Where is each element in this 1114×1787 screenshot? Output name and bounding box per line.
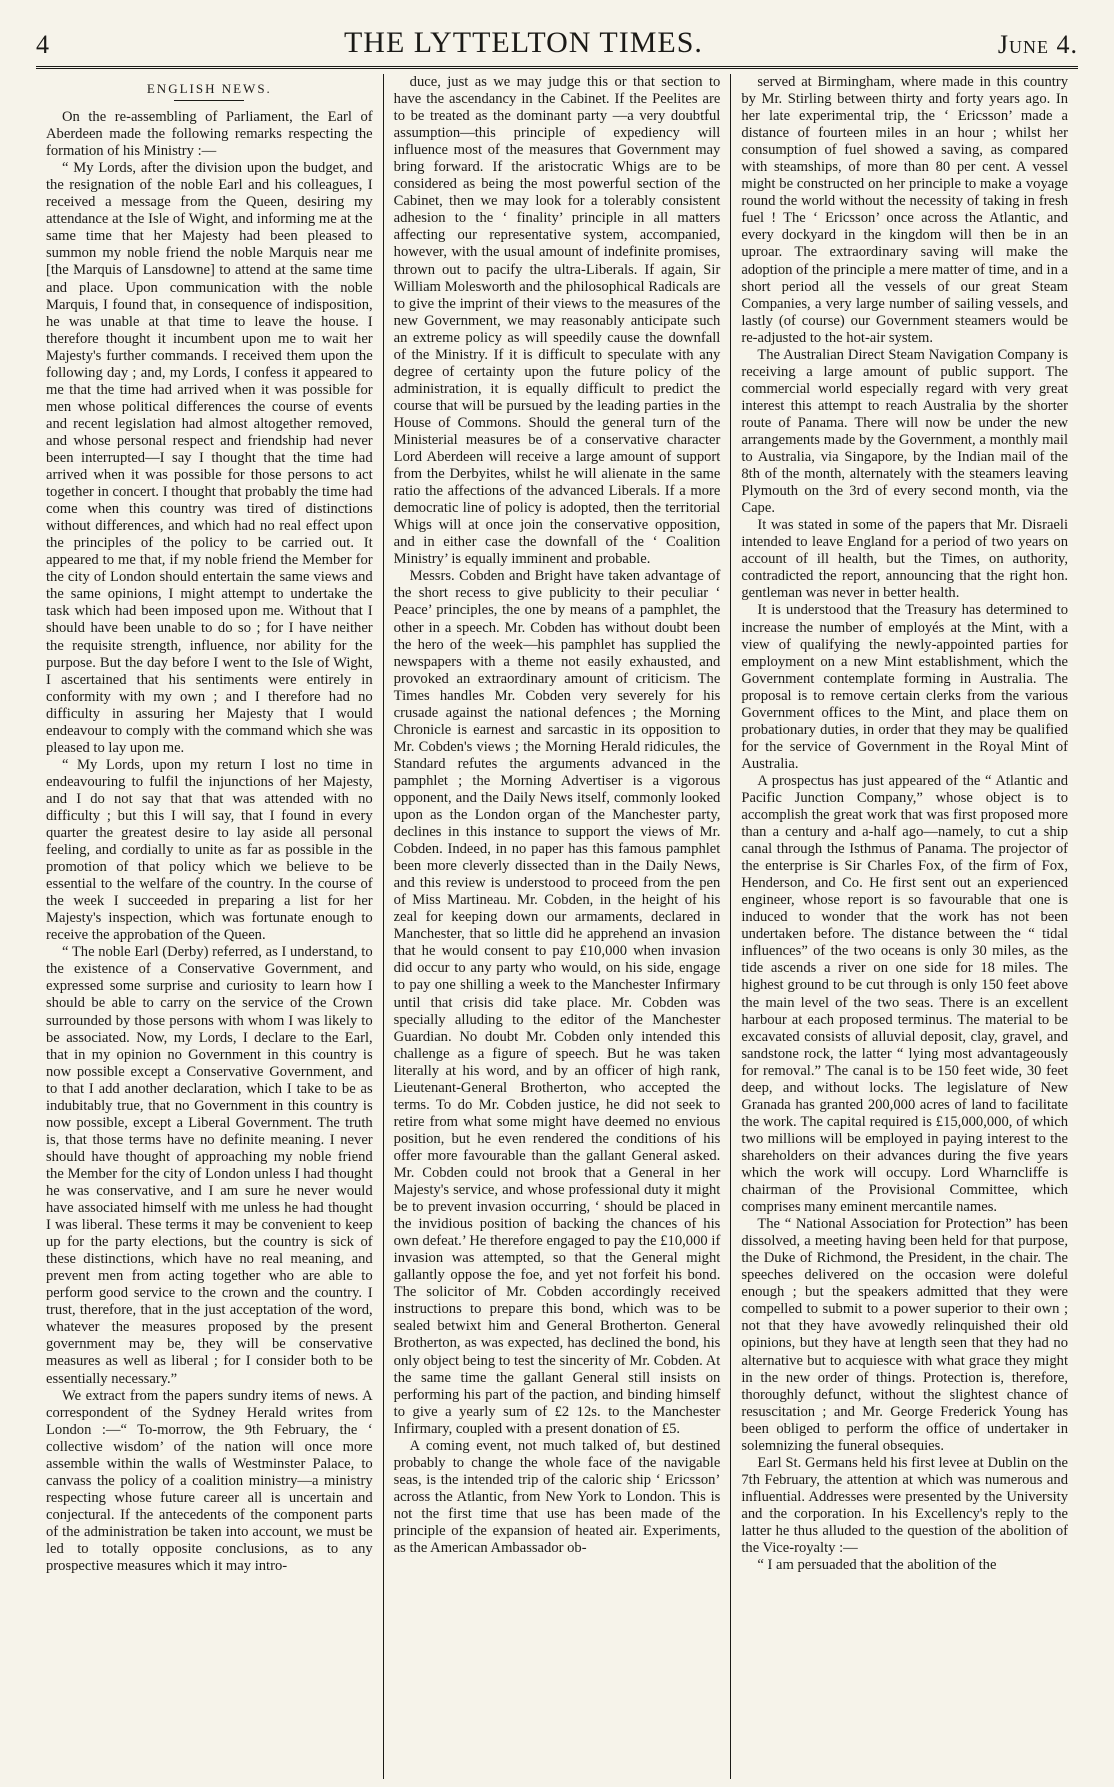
article-paragraph: It is understood that the Treasury has determined to increase the number of employés at the Mint, with a view of qualifying the newly-appointed parties for employment on a new Mint establishment, which the Government contemplate forming in Australia. The proposal is to remove certain clerks from the various Government offices to the Mint, and place them on probationary duties, in order that they may be qualified for the service of Government in the Royal Mint of Australia. [741,602,1069,772]
article-paragraph: “ I am persuaded that the abolition of the [757,1557,997,1574]
article-paragraph: duce, just as we may judge this or that section to have the ascendancy in the Cabinet. If the Peelites are to be treated as the dominant party —a very doubtful assumption—this principle of expediency will influence most of the measures that Government may bring forward. If the aristocratic Whigs are to be considered as being the most powerful section of the Cabinet, then we may look for a tolerably consistent adhesion to the ‘ finality’ principle in all matters affecting our representative system, accompanied, however, with the usual amount of indefinite promises, thrown out to pacify the ultra-Liberals. If again, Sir William Molesworth and the philosophical Radicals are to give the imprint of their views to the measures of the new Government, we may reasonably anticipate such an extreme policy as will speedily cause the downfall of the Ministry. If it is difficult to speculate with any degree of certainty upon the future policy of the administration, it is equally difficult to predict the course that will be pursued by the leading parties in the House of Commons. Should the general turn of the Ministerial measures be of a conservative character Lord Aberdeen will receive a large amount of support from the Derbyites, whilst he will alienate in the same ratio the affections of the advanced Liberals. If a more democratic line of policy is adopted, then the territorial Whigs will at once join the conservative opposition, and in either case the downfall of the ‘ Coalition Ministry’ is equally imminent and probable. [393,74,721,568]
article-paragraph: The “ National Association for Protection” has been dissolved, a meeting having been held for that purpose, the Duke of Richmond, the President, in the chair. The speeches delivered on the occasion were doleful enough ; but the speakers admitted that they were compelled to submit to a power superior to their own ; not that they have avowedly relinquished their old opinions, but they have at length seen that they had no alternative but to acquiesce with what grace they might in the new order of things. Protection is, therefore, thoroughly defunct, without the slightest chance of resuscitation ; and Mr. George Frederick Young has been obliged to perform the office of undertaker in solemnizing the funeral obsequies. [741,1216,1069,1454]
column-1 [36,74,383,1779]
article-paragraph: “ My Lords, after the division upon the budget, and the resignation of the noble Earl and his colleagues, I received a message from the Queen, desiring my attendance at the Isle of Wight, and informing me at the same time that her Majesty had been pleased to summon my noble friend the noble Marquis near me [the Marquis of Lansdowne] to attend at the same time and place. Upon communication with the noble Marquis, I found that, in consequence of indisposition, he was unable at that time to leave the house. I therefore thought it incumbent upon me to wait her Majesty's further commands. I received them upon the following day ; and, my Lords, I confess it appeared to me that the time had arrived when it was possible for men whose political differences the course of events and recent legislation had almost altogether removed, and whose personal respect and friendship had never been interrupted—I say I thought that the time had arrived when it was possible for those persons to act together in concert. I thought that probably the time had come when this country was tired of distinctions without differences, and which had no real effect upon the principles of the policy to be carried out. It appeared to me that, if my noble friend the Member for the city of London should entertain the same views and the same opinions, I might attempt to undertake the task which had been imposed upon me. Without that I should have been unable to do so ; for I have neither the requisite strength, influence, nor ability for the purpose. But the day before I went to the Isle of Wight, I ascertained that his sentiments were entirely in conformity with my own ; and I therefore had no difficulty in assuring her Majesty that I would endeavour to comply with the command which she was pleased to lay upon me. [46,160,373,756]
article-paragraph: The Australian Direct Steam Navigation Company is receiving a large amount of public support. The commercial world especially regard with very great interest this attempt to reach Australia by the shorter route of Panama. There will now be under the new arrangements made by the Government, a monthly mail to Australia, via Singapore, by the Indian mail of the 8th of the month, alternately with the steamers leaving Plymouth on the 3rd of every second month, via the Cape. [741,346,1069,517]
article-paragraph: A coming event, not much talked of, but destined probably to change the whole face of the navigable seas, is the intended trip of the caloric ship ‘ Ericsson’ across the Atlantic, from New York to London. This is not the first time that use has been made of the principle of the expansion of heated air. Experiments, as the American Ambassador ob- [393,1437,721,1557]
column-3 [730,74,1078,1779]
heading-rule [174,100,244,101]
masthead-rule [36,66,1078,69]
masthead [36,14,1078,58]
article-paragraph: “ The noble Earl (Derby) referred, as I understand, to the existence of a Conservative Government, and expressed some surprise and curiosity to learn how I should be able to carry on the service of the Crown surrounded by those persons with whom I was likely to be associated. Now, my Lords, I declare to the Earl, that in my opinion no Government in this country is now possible except a Conservative Government, and to that I add another declaration, which I take to be as indubitably true, that no Government in this country is now possible, except a Liberal Government. The truth is, that those terms have no definite meaning. I never should have thought of approaching my noble friend the Member for the city of London unless I had thought he was conservative, and I am sure he never would have associated himself with me unless he had thought I was liberal. These terms it may be convenient to keep up for the party elections, but the country is sick of these distinctions, which have no real meaning, and prevent men from acting together who are able to perform good service to the crown and the country. I trust, therefore, that in the just acceptation of the word, whatever the measures proposed by the present government may be, they will be conservative measures as well as liberal ; for I consider both to be essentially necessary.” [46,944,373,1387]
article-paragraph: It was stated in some of the papers that Mr. Disraeli intended to leave England for a period of two years on account of ill health, but the Times, on authority, contradicted the report, announcing that the right hon. gentleman was never in better health. [741,517,1069,602]
article-paragraph: served at Birmingham, where made in this country by Mr. Stirling between thirty and forty years ago. In her late experimental trip, the ‘ Ericsson’ made a distance of fourteen miles in an hour ; whilst her consumption of fuel showed a saving, as compared with steamships, of more than 80 per cent. A vessel might be constructed on her principle to make a voyage round the world without the necessity of taking in fresh fuel ! The ‘ Ericsson’ once across the Atlantic, and every dockyard in the kingdom will then be in an uproar. The extraordinary saving will make the adoption of the principle a mere matter of time, and in a short period all the vessels of our great Steam Companies, a very large number of sailing vessels, and lastly (of course) our Government steamers would be re-adjusted to the hot-air system. [741,74,1069,346]
article-paragraph: On the re-assembling of Parliament, the Earl of Aberdeen made the following remarks respecting the formation of his Ministry :— [46,109,373,160]
article-paragraph: Earl St. Germans held his first levee at Dublin on the 7th February, the attention at which was numerous and influential. Addresses were presented by the University and the corporation. In his Excellency's reply to the latter he thus alluded to the question of the abolition of the Vice-royalty :— [741,1454,1069,1557]
article-paragraph: “ My Lords, upon my return I lost no time in endeavouring to fulfil the injunctions of her Majesty, and I do not say that that was attended with no difficulty ; but this I will say, that I found in every quarter the greatest desire to lay aside all personal feeling, and cordially to unite as far as possible in the promotion of that policy which we believe to be essential to the welfare of the country. In the course of the week I succeeded in preparing a list for her Majesty's inspection, which was fortunate enough to receive the approbation of the Queen. [46,756,373,944]
article-paragraph: We extract from the papers sundry items of news. A correspondent of the Sydney Herald writes from London :—“ To-morrow, the 9th February, the ‘ collective wisdom’ of the nation will once more assemble within the walls of Westminster Palace, to canvass the policy of a coalition ministry—a ministry respecting whose future career all is uncertain and conjectural. If the antecedents of the component parts of the administration be taken into account, we must be led to totally opposite conclusions, as to any prospective measures which it may intro- [46,1387,373,1575]
page-number: 4 [36,30,49,59]
issue-date: June 4. [997,30,1078,59]
article-paragraph: Messrs. Cobden and Bright have taken advantage of the short recess to give publicity to their peculiar ‘ Peace’ principles, the one by means of a pamphlet, the other in a speech. Mr. Cobden has without doubt been the hero of the week—his pamphlet has supplied the newspapers with a theme not easily exhausted, and provoked an extraordinary amount of criticism. The Times handles Mr. Cobden very severely for his crusade against the national defences ; the Morning Chronicle is earnest and sarcastic in its opposition to Mr. Cobden's views ; the Morning Herald ridicules, the Standard refutes the arguments advanced in the pamphlet ; the Morning Advertiser is a vigorous opponent, and the Daily News itself, commonly looked upon as the London organ of the Manchester party, declines in this instance to support the views of Mr. Cobden. Indeed, in no paper has this famous pamphlet been more cleverly dissected than in the Daily News, and this review is understood to proceed from the pen of Miss Martineau. Mr. Cobden, in the height of his zeal for keeping down our armaments, declared in Manchester, that so little did he apprehend an invasion that he would consent to pay £10,000 when invasion did occur to any party who would, on his side, engage to pay one shilling a week to the Manchester Infirmary until that crisis did take place. Mr. Cobden was specially alluding to the editor of the Manchester Guardian. No doubt Mr. Cobden only intended this challenge as a figure of speech. But he was taken literally at his word, and by an officer of high rank, Lieutenant-General Brotherton, who accepted the terms. To do Mr. Cobden justice, he did not seek to retire from what some might have deemed no envious position, but he even rendered the conditions of his offer more favourable than the gallant General asked. Mr. Cobden could not brook that a General in her Majesty's service, and whose professional duty it might be to prevent invasion occurring, ‘ should be placed in the invidious position of backing the chances of his own defeat.’ He therefore engaged to pay the £10,000 if invasion was attempted, so that the General might gallantly oppose the foe, and yet not forfeit his bond. The solicitor of Mr. Cobden accordingly received instructions to prepare this bond, which was to be sealed betwixt him and General Brotherton. General Brotherton, as was expected, has declined the bond, his only object being to test the sincerity of Mr. Cobden. At the same time the gallant General still insists on performing his part of the paction, and binding himself to give a yearly sum of £2 12s. to the Manchester Infirmary, coupled with a present donation of £5. [393,568,721,1437]
article-paragraph: A prospectus has just appeared of the “ Atlantic and Pacific Junction Company,” whose object is to accomplish the great work that was first proposed more than a century and a-half ago—namely, to cut a ship canal through the Isthmus of Panama. The projector of the enterprise is Sir Charles Fox, of the firm of Fox, Henderson, and Co. He first sent out an experienced engineer, whose report is so favourable that one is induced to wonder that the work has not been undertaken before. The distance between the “ tidal influences” of the two oceans is only 30 miles, as the tide ascends a river on one side for 18 miles. The highest ground to be cut through is only 150 feet above the main level of the two seas. There is an excellent harbour at each proposed terminus. The material to be excavated consists of alluvial deposit, clay, gravel, and sandstone rock, the latter “ lying most advantageously for removal.” The canal is to be 150 feet wide, 30 feet deep, and without locks. The legislature of New Granada has granted 200,000 acres of land to facilitate the work. The capital required is £15,000,000, of which two millions will be employed in paying interest to the shareholders on their advances during the five years which the work will occupy. Lord Wharncliffe is chairman of the Provisional Committee, which comprises many eminent mercantile names. [741,772,1069,1216]
article-columns [36,74,1078,1779]
newspaper-title: THE LYTTELTON TIMES. [343,26,703,59]
section-heading: ENGLISH NEWS. [146,81,272,96]
column-2 [383,74,731,1779]
